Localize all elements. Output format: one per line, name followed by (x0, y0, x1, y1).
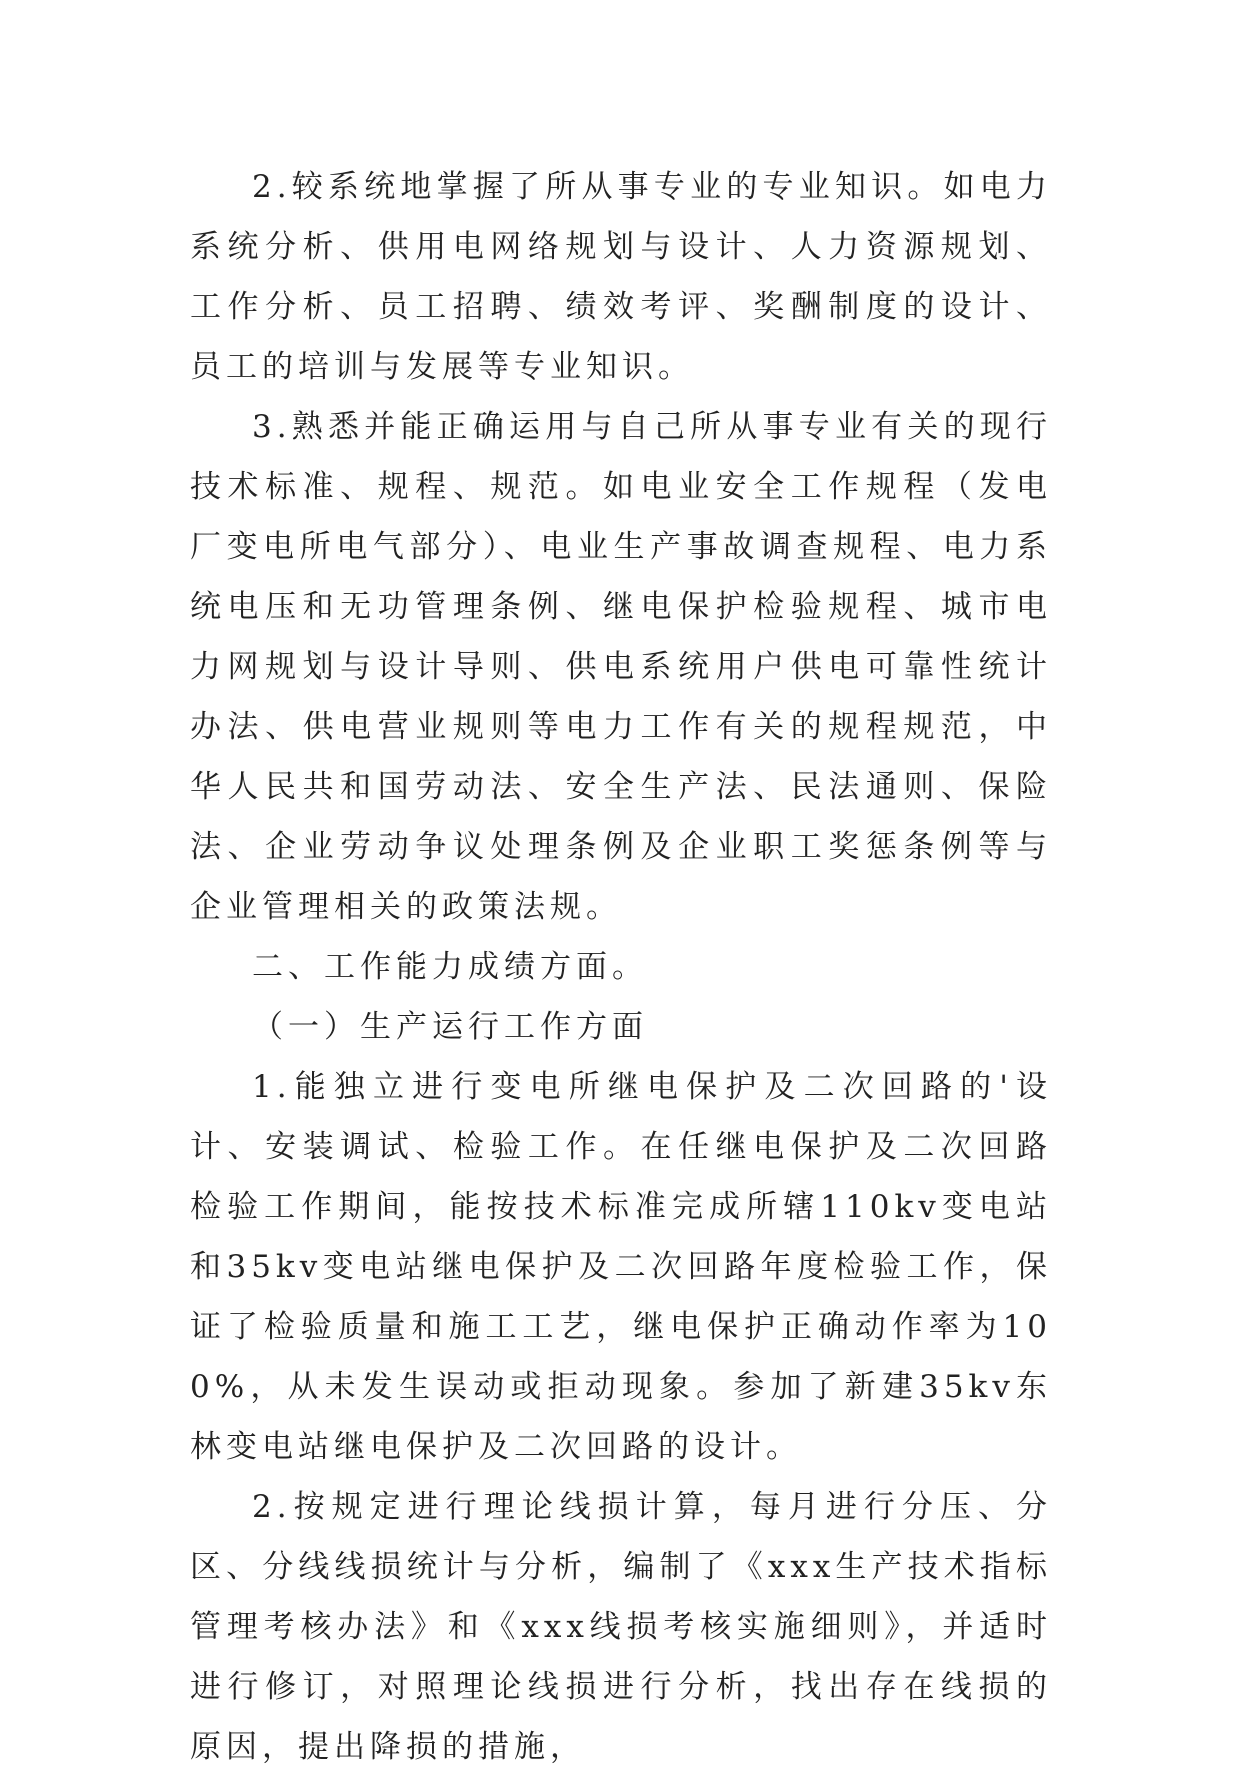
paragraph-professional-knowledge: 2.较系统地掌握了所从事专业的专业知识。如电力系统分析、供用电网络规划与设计、人力资源规划、工作分析、员工招聘、绩效考评、奖酬制度的设计、员工的培训与发展等专业知识。 (190, 169, 1052, 385)
paragraph-technical-standards: 3.熟悉并能正确运用与自己所从事专业有关的现行技术标准、规程、规范。如电业安全工作规程（发电厂变电所电气部分）、电业生产事故调查规程、电力系统电压和无功管理条例、继电保护检验规程、城市电力网规划与设计导则、供电系统用户供电可靠性统计办法、供电营业规则等电力工作有关的规程规范，中华人民共和国劳动法、安全生产法、民法通则、保险法、企业劳动争议处理条例及企业职工奖惩条例等与企业管理相关的政策法规。 (190, 409, 1052, 925)
paragraph-relay-protection: 1.能独立进行变电所继电保护及二次回路的'设计、安装调试、检验工作。在任继电保护及二次回路检验工作期间，能按技术标准完成所辖110kv变电站和35kv变电站继电保护及二次回路年度检验工作，保证了检验质量和施工工艺，继电保护正确动作率为100%，从未发生误动或拒动现象。参加了新建35kv东林变电站继电保护及二次回路的设计。 (190, 1069, 1052, 1465)
document-body (190, 157, 1052, 1777)
subsection-heading-production-operation: （一）生产运行工作方面 (252, 1009, 648, 1045)
section-heading-work-ability: 二、工作能力成绩方面。 (252, 949, 648, 985)
paragraph-line-loss: 2.按规定进行理论线损计算，每月进行分压、分区、分线线损统计与分析，编制了《xxx生产技术指标管理考核办法》和《xxx线损考核实施细则》，并适时进行修订，对照理论线损进行分析，找出存在线损的原因，提出降损的措施， (190, 1489, 1052, 1765)
